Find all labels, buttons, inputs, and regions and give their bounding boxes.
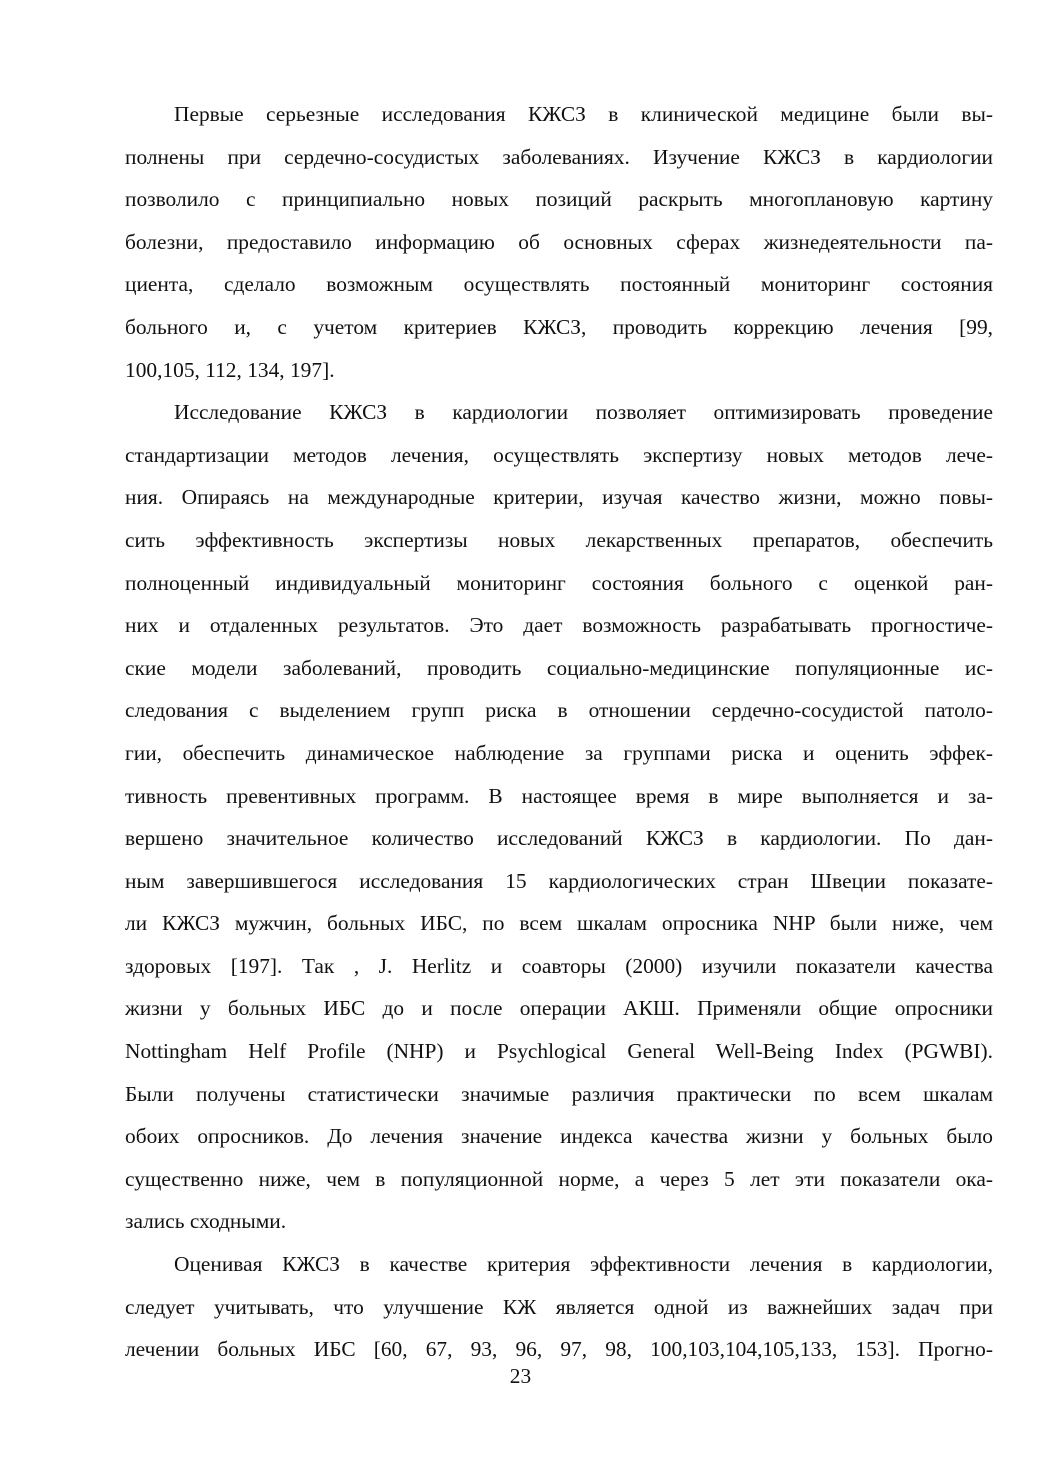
body-text [125,93,993,1371]
text-line: здоровых [197]. Так , J. Herlitz и соавторы (2000) изучили показатели качества [125,953,993,978]
paragraph-1 [125,93,993,391]
page-number: 23 [509,1364,532,1388]
text-line: Nottingham Helf Profile (NHP) и Psychlogical General Well-Being Index (PGWBI). [125,1039,993,1064]
text-line: жизни у больных ИБС до и после операции АКШ. Применяли общие опросники [125,996,993,1021]
text-line: тивность превентивных программ. В настоящее время в мире выполняется и за- [125,783,993,808]
text-line: Исследование КЖСЗ в кардиологии позволяет оптимизировать проведение [174,400,993,425]
text-line: Оценивая КЖСЗ в качестве критерия эффективности лечения в кардиологии, [174,1252,993,1277]
text-line: обоих опросников. До лечения значение индекса качества жизни у больных было [125,1124,993,1149]
text-line: ские модели заболеваний, проводить социально-медицинские популяционные ис- [125,655,993,680]
text-line: полнены при сердечно-сосудистых заболеваниях. Изучение КЖСЗ в кардиологии [125,144,993,169]
text-line: стандартизации методов лечения, осуществлять экспертизу новых методов лече- [125,442,993,467]
text-line: 100,105, 112, 134, 197]. [125,357,335,382]
text-line: гии, обеспечить динамическое наблюдение за группами риска и оценить эффек- [125,740,993,765]
text-line: существенно ниже, чем в популяционной норме, а через 5 лет эти показатели ока- [125,1166,993,1191]
text-line: ным завершившегося исследования 15 кардиологических стран Швеции показате- [125,868,993,893]
text-line: болезни, предоставило информацию об основных сферах жизнедеятельности па- [125,229,993,254]
paragraph-2 [125,391,993,1243]
text-line: следует учитывать, что улучшение КЖ является одной из важнейших задач при [125,1294,993,1319]
text-line: зались сходными. [125,1209,287,1234]
text-line: больного и, с учетом критериев КЖСЗ, проводить коррекцию лечения [99, [125,314,993,339]
text-line: них и отдаленных результатов. Это дает возможность разрабатывать прогностиче- [125,613,993,638]
paragraph-3 [125,1243,993,1371]
text-line: позволило с принципиально новых позиций раскрыть многоплановую картину [125,187,993,212]
text-line: циента, сделало возможным осуществлять постоянный мониторинг состояния [125,272,993,297]
text-line: ния. Опираясь на международные критерии, изучая качество жизни, можно повы- [125,485,993,510]
text-line: полноценный индивидуальный мониторинг состояния больного с оценкой ран- [125,570,993,595]
text-line: сить эффективность экспертизы новых лекарственных препаратов, обеспечить [125,527,993,552]
text-line: ли КЖСЗ мужчин, больных ИБС, по всем шкалам опросника NHP были ниже, чем [125,911,993,936]
text-line: вершено значительное количество исследований КЖСЗ в кардиологии. По дан- [125,826,993,851]
text-line: следования с выделением групп риска в отношении сердечно-сосудистой патоло- [125,698,993,723]
text-line: Были получены статистически значимые различия практически по всем шкалам [125,1081,993,1106]
text-line: Первые серьезные исследования КЖСЗ в клинической медицине были вы- [174,102,993,126]
text-line: лечении больных ИБС [60, 67, 93, 96, 97, 98, 100,103,104,105,133, 153]. Прогно- [125,1337,993,1362]
